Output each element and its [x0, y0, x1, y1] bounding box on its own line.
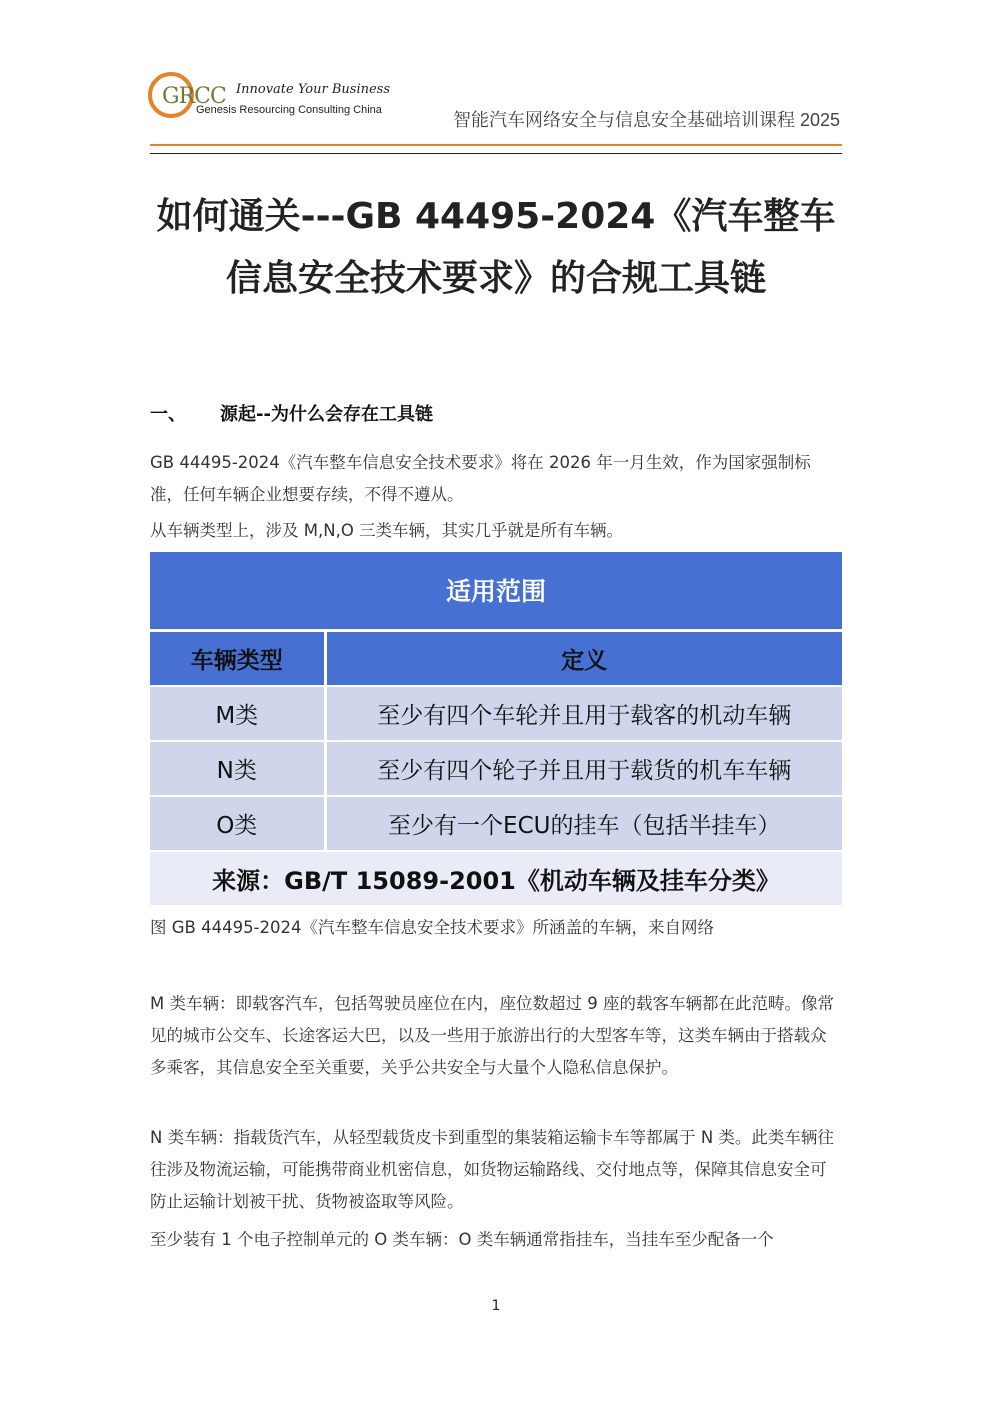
company-logo [148, 72, 398, 124]
section-number: 一、 [150, 404, 186, 425]
scope-table [150, 552, 842, 905]
section-title: 源起--为什么会存在工具链 [220, 404, 433, 425]
table-cell-type: M类 [150, 686, 325, 741]
section-heading [150, 400, 433, 426]
table-header-definition: 定义 [561, 647, 608, 674]
table-cell-definition: 至少有一个ECU的挂车（包括半挂车） [325, 796, 842, 851]
table-cell-type: N类 [150, 741, 325, 796]
logo-tagline: Innovate Your Business [236, 82, 391, 97]
paragraph-n-class: N 类车辆：指载货汽车，从轻型载货皮卡到重型的集装箱运输卡车等都属于 N 类。此类车辆往往涉及物流运输，可能携带商业机密信息，如货物运输路线、交付地点等，保障其信息安全可防止运输计划被干扰、货物被盗取等风险。 [150, 1128, 834, 1211]
title-line-1: 如何通关---GB 44495-2024《汽车整车 [156, 196, 836, 237]
figure-caption: 图 GB 44495-2024《汽车整车信息安全技术要求》所涵盖的车辆，来自网络 [150, 918, 715, 937]
paragraph-m-class: M 类车辆：即载客汽车，包括驾驶员座位在内，座位数超过 9 座的载客车辆都在此范畴。像常见的城市公交车、长途客运大巴，以及一些用于旅游出行的大型客车等，这类车辆由于搭载众多乘客，其信息安全至关重要，关乎公共安全与大量个人隐私信息保护。 [150, 994, 834, 1077]
table-header-type: 车辆类型 [150, 630, 325, 686]
paragraph-o-class: 至少装有 1 个电子控制单元的 O 类车辆：O 类车辆通常指挂车，当挂车至少配备一个 [150, 1230, 774, 1249]
paragraph-vehicle-types: 从车辆类型上，涉及 M,N,O 三类车辆，其实几乎就是所有车辆。 [150, 521, 624, 540]
paragraph-intro: GB 44495-2024《汽车整车信息安全技术要求》将在 2026 年一月生效，作为国家强制标准，任何车辆企业想要存续，不得不遵从。 [150, 453, 811, 504]
page-title [150, 186, 842, 310]
title-line-2: 信息安全技术要求》的合规工具链 [225, 258, 766, 299]
table-cell-definition: 至少有四个轮子并且用于载货的机车车辆 [325, 741, 842, 796]
table-cell-type: O类 [150, 796, 325, 851]
page-number: 1 [491, 1298, 501, 1314]
header-rule-orange [150, 144, 842, 146]
table-title: 适用范围 [150, 552, 842, 630]
table-row [150, 796, 842, 851]
table-row [150, 686, 842, 741]
table-source: 来源：GB/T 15089-2001《机动车辆及挂车分类》 [150, 851, 842, 905]
logo-letters: GRCC [162, 84, 226, 109]
logo-company-name: Genesis Resourcing Consulting China [196, 104, 382, 116]
table-cell-definition: 至少有四个车轮并且用于载客的机动车辆 [325, 686, 842, 741]
header-course-title: 智能汽车网络安全与信息安全基础培训课程 2025 [452, 110, 840, 130]
table-row [150, 741, 842, 796]
header-rule-black [150, 153, 842, 154]
